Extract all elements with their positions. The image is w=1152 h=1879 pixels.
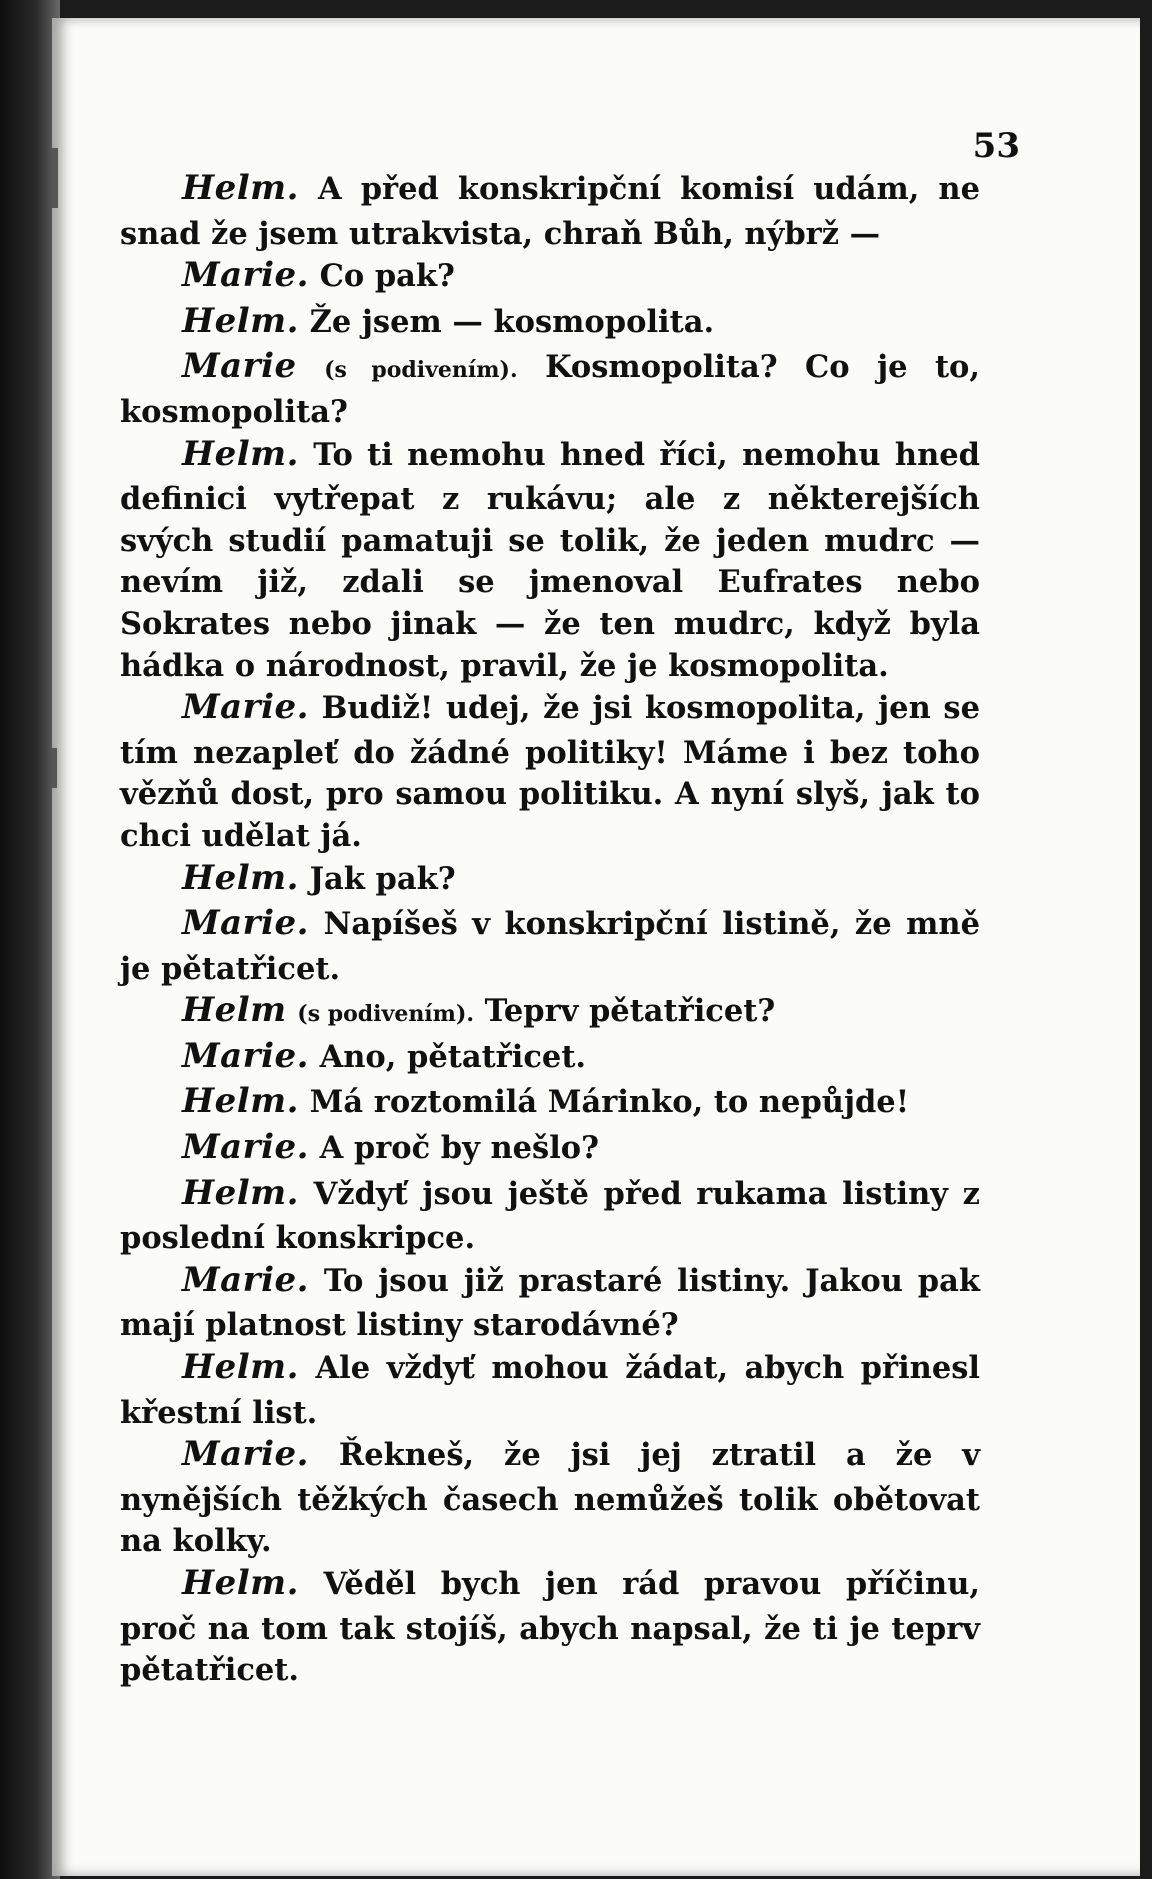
paragraph (120, 1434, 980, 1563)
paragraph-text: Co pak? (319, 258, 455, 295)
paragraph (120, 255, 980, 301)
paragraph-text: Věděl bych jen rád pravou příčinu, proč na tom tak stojíš, abych napsal, že ti je teprv pětatřicet. (120, 1566, 980, 1689)
speaker-name: Helm. (182, 857, 299, 898)
paragraph (120, 1081, 980, 1127)
paragraph-text: Napíšeš v konskripční listině, že mně je pětatřicet. (120, 906, 980, 987)
paragraph (120, 1563, 980, 1692)
speaker-name: Marie. (182, 1259, 309, 1300)
paragraph (120, 346, 980, 433)
paragraph-text: Řekneš, že jsi jej ztratil a že v nynějších těžkých časech nemůžeš tolik obětovat na kolky. (120, 1437, 980, 1560)
paragraph-text: A proč by nešlo? (319, 1130, 600, 1167)
paragraph (120, 858, 980, 904)
speaker-name: Marie (182, 346, 297, 387)
speaker-name: Helm. (182, 168, 299, 208)
paragraph-text: A před konskripční komisí udám, ne snad že jsem utrakvista, chraň Bůh, nýbrž — (120, 171, 980, 252)
paragraph-text: Teprv pětatřicet? (484, 993, 776, 1030)
speaker-name: Marie. (182, 903, 309, 944)
page-number: 53 (972, 126, 1020, 166)
paragraph (120, 903, 980, 990)
speaker-name: Helm. (182, 1347, 299, 1388)
paragraph (120, 1173, 980, 1260)
paragraph (120, 1260, 980, 1347)
speaker-name: Marie. (182, 1127, 309, 1168)
speaker-name: Helm. (182, 1172, 299, 1213)
stage-direction: (s podivením). (324, 357, 518, 384)
speaker-name: Marie. (182, 255, 309, 296)
paragraph (120, 1036, 980, 1082)
paragraph-text: To jsou již prastaré listiny. Jakou pak mají platnost listiny starodávné? (120, 1262, 981, 1344)
speaker-name: Marie. (182, 1035, 309, 1076)
paragraph (120, 168, 980, 255)
paragraph-text: Jak pak? (309, 860, 456, 897)
speaker-name: Helm. (182, 1563, 299, 1603)
paragraph (120, 434, 980, 688)
paragraph (120, 1347, 980, 1434)
speaker-name: Marie. (182, 1434, 309, 1475)
paragraph (120, 687, 980, 857)
speaker-name: Helm. (182, 1081, 299, 1122)
paragraph-text: Kosmopolita? Co je to, kosmopolita? (120, 349, 980, 430)
paragraph-text: Že jsem — kosmopolita. (309, 303, 715, 340)
paragraph-text: Vždyť jsou ještě před rukama listiny z poslední konskripce. (120, 1175, 980, 1257)
paragraph-text: Má roztomilá Márinko, to nepůjde! (309, 1084, 910, 1121)
speaker-name: Helm. (182, 300, 299, 341)
speaker-name: Helm (182, 990, 287, 1031)
paragraph (120, 1127, 980, 1173)
paragraph-text: Ale vždyť mohou žádat, abych přinesl křestní list. (120, 1350, 980, 1431)
book-binding (0, 0, 60, 1879)
page-text (120, 168, 980, 1692)
stage-direction: (s podivením). (297, 1001, 475, 1028)
paragraph-text: To ti nemohu hned říci, nemohu hned definici vytřepat z rukávu; ale z některejších svých studií pamatuji se tolik, že jeden mudrc — nevím již, zdali se jmenoval Eufrates nebo Sokrates nebo jinak — že ten mudrc, když byla hádka o národnost, pravil, že je kosmopolita. (120, 436, 980, 684)
speaker-name: Helm. (182, 433, 299, 474)
speaker-name: Marie. (182, 687, 309, 728)
paragraph-text: Budiž! udej, že jsi kosmopolita, jen se tím nezapleť do žádné politiky! Máme i bez toho vězňů dost, pro samou politiku. A nyní slyš, jak to chci udělat já. (120, 690, 980, 854)
paragraph (120, 301, 980, 347)
page-edge-mark (52, 148, 58, 208)
paragraph-text: Ano, pětatřicet. (319, 1038, 587, 1075)
paragraph (120, 990, 980, 1036)
page-edge-mark (52, 748, 57, 788)
